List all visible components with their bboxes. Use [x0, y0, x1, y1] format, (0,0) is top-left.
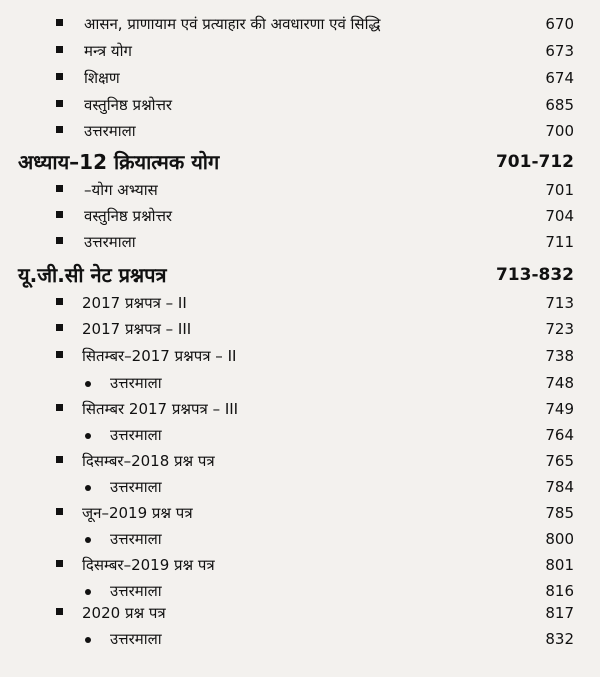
page-number: 800 — [545, 530, 574, 548]
entry-title: उत्तरमाला — [110, 582, 162, 600]
toc-entry — [0, 451, 600, 477]
entry-title: उत्तरमाला — [84, 122, 136, 140]
square-bullet-icon — [56, 126, 63, 133]
page-number: 832 — [545, 630, 574, 648]
page-number: 704 — [545, 207, 574, 225]
page-number: 785 — [545, 504, 574, 522]
chapter-title: यू.जी.सी नेट प्रश्नपत्र — [18, 263, 167, 287]
entry-title: उत्तरमाला — [110, 478, 162, 496]
page-number: 738 — [545, 347, 574, 365]
square-bullet-icon — [56, 404, 63, 411]
page-number: 700 — [545, 122, 574, 140]
entry-title: उत्तरमाला — [110, 374, 162, 392]
page-number: 765 — [545, 452, 574, 470]
entry-title: दिसम्बर–2018 प्रश्न पत्र — [82, 452, 215, 470]
dot-bullet-icon — [85, 637, 91, 643]
toc-entry — [0, 503, 600, 529]
page-number: 817 — [545, 604, 574, 622]
entry-title: 2020 प्रश्न पत्र — [82, 604, 166, 622]
square-bullet-icon — [56, 608, 63, 615]
square-bullet-icon — [56, 211, 63, 218]
toc-entry — [0, 425, 600, 451]
square-bullet-icon — [56, 508, 63, 515]
page-number: 713-832 — [495, 265, 574, 285]
entry-title: सितम्बर–2017 प्रश्नपत्र – II — [82, 347, 237, 365]
page-number: 674 — [545, 69, 574, 87]
toc-entry — [0, 399, 600, 425]
entry-title: सितम्बर 2017 प्रश्नपत्र – III — [82, 400, 239, 418]
entry-title: वस्तुनिष्ठ प्रश्नोत्तर — [84, 96, 173, 114]
square-bullet-icon — [56, 456, 63, 463]
square-bullet-icon — [56, 560, 63, 567]
toc-entry — [0, 555, 600, 581]
page-number: 701-712 — [495, 152, 574, 172]
toc-entry — [0, 121, 600, 147]
chapter-heading — [0, 263, 600, 289]
square-bullet-icon — [56, 351, 63, 358]
toc-entry — [0, 319, 600, 345]
dot-bullet-icon — [85, 381, 91, 387]
square-bullet-icon — [56, 46, 63, 53]
page-number: 701 — [545, 181, 574, 199]
entry-title: शिक्षण — [84, 69, 120, 87]
page-number: 711 — [545, 233, 574, 251]
toc-entry — [0, 477, 600, 503]
chapter-heading — [0, 150, 600, 176]
page-number: 801 — [545, 556, 574, 574]
toc-entry — [0, 206, 600, 232]
page-number: 713 — [545, 294, 574, 312]
toc-entry — [0, 603, 600, 629]
entry-title: वस्तुनिष्ठ प्रश्नोत्तर — [84, 207, 173, 225]
toc-entry — [0, 629, 600, 655]
page-number: 749 — [545, 400, 574, 418]
square-bullet-icon — [56, 100, 63, 107]
square-bullet-icon — [56, 324, 63, 331]
toc-entry — [0, 529, 600, 555]
entry-title: उत्तरमाला — [110, 530, 162, 548]
page-number: 673 — [545, 42, 574, 60]
page-number: 764 — [545, 426, 574, 444]
page-number: 670 — [545, 15, 574, 33]
dot-bullet-icon — [85, 537, 91, 543]
toc-entry — [0, 293, 600, 319]
page-number: 748 — [545, 374, 574, 392]
entry-title: जून–2019 प्रश्न पत्र — [82, 504, 193, 522]
toc-entry — [0, 180, 600, 206]
page-number: 685 — [545, 96, 574, 114]
square-bullet-icon — [56, 73, 63, 80]
page-number: 723 — [545, 320, 574, 338]
toc-entry — [0, 14, 600, 40]
entry-title: आसन, प्राणायाम एवं प्रत्याहार की अवधारणा एवं सिद्धि — [84, 15, 381, 33]
page-number: 784 — [545, 478, 574, 496]
entry-title: उत्तरमाला — [84, 233, 136, 251]
entry-title: मन्त्र योग — [84, 42, 132, 60]
entry-title: दिसम्बर–2019 प्रश्न पत्र — [82, 556, 215, 574]
dot-bullet-icon — [85, 433, 91, 439]
toc-entry — [0, 346, 600, 372]
dot-bullet-icon — [85, 589, 91, 595]
page-number: 816 — [545, 582, 574, 600]
dot-bullet-icon — [85, 485, 91, 491]
toc-entry — [0, 95, 600, 121]
square-bullet-icon — [56, 185, 63, 192]
toc-entry — [0, 68, 600, 94]
chapter-title: अध्याय–12 क्रियात्मक योग — [18, 150, 220, 174]
toc-entry — [0, 41, 600, 67]
entry-title: उत्तरमाला — [110, 426, 162, 444]
entry-title: –योग अभ्यास — [84, 181, 158, 199]
entry-title: उत्तरमाला — [110, 630, 162, 648]
square-bullet-icon — [56, 237, 63, 244]
square-bullet-icon — [56, 19, 63, 26]
entry-title: 2017 प्रश्नपत्र – II — [82, 294, 187, 312]
toc-entry — [0, 373, 600, 399]
entry-title: 2017 प्रश्नपत्र – III — [82, 320, 192, 338]
square-bullet-icon — [56, 298, 63, 305]
toc-entry — [0, 232, 600, 258]
